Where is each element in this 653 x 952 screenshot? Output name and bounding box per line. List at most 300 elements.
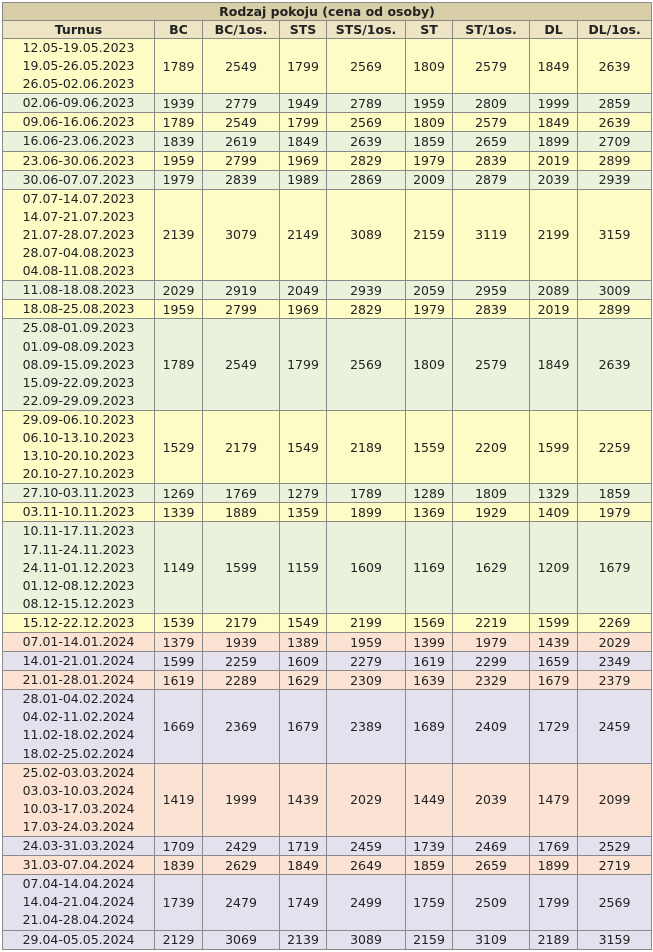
price-sts-1os: 1959	[327, 633, 406, 652]
turnus-cell	[3, 300, 155, 319]
turnus-date: 10.11-17.11.2023	[22, 523, 135, 539]
column-header-row	[3, 21, 652, 39]
turnus-cell	[3, 671, 155, 690]
price-st-1os: 2329	[453, 671, 530, 690]
price-sts-1os: 2649	[327, 856, 406, 875]
turnus-date: 10.03-17.03.2024	[22, 800, 135, 816]
price-bc: 1959	[155, 300, 203, 319]
price-sts: 1719	[280, 837, 327, 856]
price-st-1os: 1629	[453, 522, 530, 613]
price-bc: 2029	[155, 281, 203, 300]
turnus-date: 08.09-15.09.2023	[22, 356, 135, 372]
price-bc-1os: 1939	[203, 633, 280, 652]
price-st-1os: 2579	[453, 113, 530, 132]
turnus-cell	[3, 522, 155, 613]
turnus-cell	[3, 633, 155, 652]
table-row	[3, 613, 652, 632]
price-dl: 1329	[530, 484, 578, 503]
price-dl: 1679	[530, 671, 578, 690]
price-st-1os: 2299	[453, 652, 530, 671]
price-bc: 1839	[155, 856, 203, 875]
turnus-date: 07.07-14.07.2023	[22, 190, 135, 206]
turnus-cell	[3, 410, 155, 483]
turnus-date: 18.02-25.02.2024	[22, 745, 135, 761]
price-sts-1os: 2869	[327, 170, 406, 189]
price-dl: 1899	[530, 132, 578, 151]
price-bc-1os: 2549	[203, 113, 280, 132]
price-sts-1os: 2789	[327, 94, 406, 113]
price-dl: 1729	[530, 690, 578, 763]
price-bc: 1939	[155, 94, 203, 113]
price-dl: 1799	[530, 875, 578, 930]
price-bc: 1379	[155, 633, 203, 652]
price-sts: 1629	[280, 671, 327, 690]
price-sts: 1849	[280, 856, 327, 875]
price-bc-1os: 2549	[203, 319, 280, 410]
price-bc-1os: 2289	[203, 671, 280, 690]
price-dl: 1479	[530, 763, 578, 836]
price-dl-1os: 2099	[578, 763, 652, 836]
price-dl: 2189	[530, 930, 578, 949]
price-sts: 1389	[280, 633, 327, 652]
price-st-1os: 1809	[453, 484, 530, 503]
price-dl: 1599	[530, 613, 578, 632]
table-row	[3, 522, 652, 613]
price-dl-1os: 2639	[578, 319, 652, 410]
turnus-date: 24.03-31.03.2024	[22, 838, 135, 854]
price-sts: 1849	[280, 132, 327, 151]
price-st-1os: 2219	[453, 613, 530, 632]
price-bc-1os: 2799	[203, 300, 280, 319]
turnus-date: 03.11-10.11.2023	[22, 504, 135, 520]
price-sts-1os: 2939	[327, 281, 406, 300]
price-bc: 1339	[155, 503, 203, 522]
col-header-dl: DL	[530, 21, 578, 39]
price-bc-1os: 2799	[203, 151, 280, 170]
turnus-date: 31.03-07.04.2024	[22, 857, 135, 873]
price-dl: 1599	[530, 410, 578, 483]
price-bc: 1979	[155, 170, 203, 189]
price-sts: 1279	[280, 484, 327, 503]
turnus-cell	[3, 613, 155, 632]
price-dl: 1849	[530, 319, 578, 410]
table-row	[3, 856, 652, 875]
price-bc-1os: 1769	[203, 484, 280, 503]
turnus-cell	[3, 652, 155, 671]
turnus-date: 02.06-09.06.2023	[22, 95, 135, 111]
price-dl-1os: 3009	[578, 281, 652, 300]
turnus-date: 13.10-20.10.2023	[22, 448, 135, 464]
price-dl-1os: 2639	[578, 113, 652, 132]
price-dl-1os: 2029	[578, 633, 652, 652]
price-sts-1os: 2029	[327, 763, 406, 836]
price-st-1os: 2959	[453, 281, 530, 300]
price-st-1os: 2409	[453, 690, 530, 763]
price-dl: 1999	[530, 94, 578, 113]
price-sts: 1989	[280, 170, 327, 189]
price-st-1os: 1929	[453, 503, 530, 522]
price-sts-1os: 1609	[327, 522, 406, 613]
table-row	[3, 151, 652, 170]
turnus-cell	[3, 837, 155, 856]
price-dl: 2019	[530, 151, 578, 170]
turnus-date: 14.01-21.01.2024	[22, 653, 135, 669]
price-st: 1369	[406, 503, 453, 522]
price-bc: 1149	[155, 522, 203, 613]
table-row	[3, 39, 652, 94]
turnus-cell	[3, 856, 155, 875]
price-bc: 2139	[155, 189, 203, 280]
price-sts: 2149	[280, 189, 327, 280]
col-header-st-1os: ST/1os.	[453, 21, 530, 39]
col-header-st: ST	[406, 21, 453, 39]
price-sts: 1969	[280, 151, 327, 170]
price-bc-1os: 2179	[203, 613, 280, 632]
turnus-date: 15.09-22.09.2023	[22, 374, 135, 390]
price-st-1os: 2579	[453, 319, 530, 410]
turnus-date: 09.06-16.06.2023	[22, 114, 135, 130]
price-dl: 2039	[530, 170, 578, 189]
table-row	[3, 132, 652, 151]
price-dl-1os: 2459	[578, 690, 652, 763]
price-st: 1689	[406, 690, 453, 763]
price-dl-1os: 1979	[578, 503, 652, 522]
price-dl-1os: 1859	[578, 484, 652, 503]
price-sts-1os: 2199	[327, 613, 406, 632]
table-title: Rodzaj pokoju (cena od osoby)	[3, 3, 652, 21]
price-sts: 1439	[280, 763, 327, 836]
table-row	[3, 671, 652, 690]
turnus-date: 17.11-24.11.2023	[22, 541, 135, 557]
price-sts: 2049	[280, 281, 327, 300]
turnus-date: 20.10-27.10.2023	[22, 466, 135, 482]
turnus-cell	[3, 39, 155, 94]
price-sts-1os: 2569	[327, 39, 406, 94]
price-st-1os: 3119	[453, 189, 530, 280]
price-st: 1979	[406, 300, 453, 319]
price-sts: 2139	[280, 930, 327, 949]
turnus-cell	[3, 132, 155, 151]
turnus-cell	[3, 151, 155, 170]
price-st: 1449	[406, 763, 453, 836]
price-dl-1os: 2569	[578, 875, 652, 930]
turnus-cell	[3, 503, 155, 522]
price-dl-1os: 2899	[578, 300, 652, 319]
turnus-date: 07.04-14.04.2024	[22, 876, 135, 892]
price-st-1os: 2579	[453, 39, 530, 94]
turnus-date: 17.03-24.03.2024	[22, 818, 135, 834]
turnus-date: 15.12-22.12.2023	[22, 614, 135, 630]
price-st: 1169	[406, 522, 453, 613]
price-st-1os: 2809	[453, 94, 530, 113]
table-row	[3, 189, 652, 280]
turnus-date: 06.10-13.10.2023	[22, 429, 135, 445]
table-row	[3, 837, 652, 856]
turnus-cell	[3, 281, 155, 300]
price-dl-1os: 1679	[578, 522, 652, 613]
table-row	[3, 484, 652, 503]
price-bc-1os: 2369	[203, 690, 280, 763]
price-dl-1os: 3159	[578, 189, 652, 280]
price-bc: 1709	[155, 837, 203, 856]
price-dl: 1209	[530, 522, 578, 613]
price-bc-1os: 1599	[203, 522, 280, 613]
price-bc: 1669	[155, 690, 203, 763]
price-bc-1os: 2479	[203, 875, 280, 930]
price-st-1os: 2209	[453, 410, 530, 483]
price-st-1os: 2659	[453, 856, 530, 875]
price-dl: 2019	[530, 300, 578, 319]
price-st-1os: 3109	[453, 930, 530, 949]
table-row	[3, 763, 652, 836]
price-st: 2059	[406, 281, 453, 300]
price-dl-1os: 2899	[578, 151, 652, 170]
turnus-date: 14.04-21.04.2024	[22, 894, 135, 910]
price-st: 1399	[406, 633, 453, 652]
price-sts-1os: 2569	[327, 319, 406, 410]
price-table-body	[3, 39, 652, 950]
price-sts-1os: 2639	[327, 132, 406, 151]
price-dl-1os: 2349	[578, 652, 652, 671]
turnus-cell	[3, 170, 155, 189]
table-row	[3, 633, 652, 652]
turnus-date: 29.09-06.10.2023	[22, 411, 135, 427]
price-dl-1os: 2259	[578, 410, 652, 483]
turnus-date: 19.05-26.05.2023	[22, 58, 135, 74]
turnus-date: 29.04-05.05.2024	[22, 931, 135, 947]
turnus-date: 30.06-07.07.2023	[22, 171, 135, 187]
turnus-cell	[3, 763, 155, 836]
turnus-date: 28.07-04.08.2023	[22, 245, 135, 261]
turnus-cell	[3, 690, 155, 763]
price-bc-1os: 2839	[203, 170, 280, 189]
price-st-1os: 2469	[453, 837, 530, 856]
price-sts-1os: 2829	[327, 151, 406, 170]
price-sts: 1609	[280, 652, 327, 671]
price-st: 1809	[406, 319, 453, 410]
price-bc: 1269	[155, 484, 203, 503]
turnus-date: 11.08-18.08.2023	[22, 282, 135, 298]
price-st: 1959	[406, 94, 453, 113]
price-st: 1979	[406, 151, 453, 170]
price-sts-1os: 2829	[327, 300, 406, 319]
price-sts: 1799	[280, 113, 327, 132]
col-header-bc: BC	[155, 21, 203, 39]
price-st: 1809	[406, 113, 453, 132]
price-sts: 1949	[280, 94, 327, 113]
price-st: 1569	[406, 613, 453, 632]
price-sts: 1799	[280, 39, 327, 94]
col-header-sts: STS	[280, 21, 327, 39]
price-bc: 1789	[155, 319, 203, 410]
price-sts-1os: 2499	[327, 875, 406, 930]
table-row	[3, 690, 652, 763]
price-st: 1739	[406, 837, 453, 856]
price-dl-1os: 2269	[578, 613, 652, 632]
title-row	[3, 3, 652, 21]
price-sts: 1799	[280, 319, 327, 410]
price-bc-1os: 2779	[203, 94, 280, 113]
price-bc-1os: 2629	[203, 856, 280, 875]
price-bc: 1539	[155, 613, 203, 632]
turnus-date: 07.01-14.01.2024	[22, 634, 135, 649]
turnus-date: 21.07-28.07.2023	[22, 226, 135, 242]
turnus-cell	[3, 113, 155, 132]
price-bc: 1739	[155, 875, 203, 930]
table-row	[3, 281, 652, 300]
turnus-date: 12.05-19.05.2023	[22, 40, 135, 55]
turnus-cell	[3, 319, 155, 410]
turnus-date: 22.09-29.09.2023	[22, 392, 135, 408]
price-bc-1os: 2919	[203, 281, 280, 300]
turnus-date: 03.03-10.03.2024	[22, 782, 135, 798]
price-bc: 1529	[155, 410, 203, 483]
turnus-date: 11.02-18.02.2024	[22, 727, 135, 743]
price-st: 1809	[406, 39, 453, 94]
price-st: 2009	[406, 170, 453, 189]
price-bc-1os: 3069	[203, 930, 280, 949]
price-dl: 1439	[530, 633, 578, 652]
table-row	[3, 113, 652, 132]
price-dl: 2089	[530, 281, 578, 300]
price-st: 2159	[406, 930, 453, 949]
price-sts-1os: 2569	[327, 113, 406, 132]
table-row	[3, 319, 652, 410]
turnus-date: 01.09-08.09.2023	[22, 338, 135, 354]
price-sts-1os: 2459	[327, 837, 406, 856]
turnus-date: 18.08-25.08.2023	[22, 301, 135, 317]
turnus-cell	[3, 484, 155, 503]
table-row	[3, 875, 652, 930]
price-dl-1os: 2859	[578, 94, 652, 113]
price-bc-1os: 3079	[203, 189, 280, 280]
turnus-date: 04.08-11.08.2023	[22, 263, 135, 279]
price-sts-1os: 2189	[327, 410, 406, 483]
price-sts-1os: 3089	[327, 189, 406, 280]
price-sts-1os: 2309	[327, 671, 406, 690]
turnus-date: 25.02-03.03.2024	[22, 764, 135, 780]
table-row	[3, 503, 652, 522]
table-row	[3, 300, 652, 319]
table-row	[3, 410, 652, 483]
price-sts: 1549	[280, 613, 327, 632]
turnus-cell	[3, 94, 155, 113]
col-header-dl-1os: DL/1os.	[578, 21, 652, 39]
price-sts: 1359	[280, 503, 327, 522]
price-sts-1os: 1899	[327, 503, 406, 522]
price-bc: 2129	[155, 930, 203, 949]
turnus-date: 28.01-04.02.2024	[22, 691, 135, 707]
turnus-date: 14.07-21.07.2023	[22, 208, 135, 224]
turnus-date: 16.06-23.06.2023	[22, 133, 135, 149]
price-bc: 1959	[155, 151, 203, 170]
price-bc-1os: 2259	[203, 652, 280, 671]
price-bc-1os: 1889	[203, 503, 280, 522]
price-sts-1os: 2389	[327, 690, 406, 763]
turnus-cell	[3, 930, 155, 949]
turnus-date: 21.04-28.04.2024	[22, 912, 135, 928]
col-header-bc-1os: BC/1os.	[203, 21, 280, 39]
turnus-date: 21.01-28.01.2024	[22, 672, 135, 688]
price-st: 1859	[406, 856, 453, 875]
price-st-1os: 2839	[453, 151, 530, 170]
price-dl-1os: 2639	[578, 39, 652, 94]
price-st: 1859	[406, 132, 453, 151]
price-table	[2, 2, 652, 950]
price-dl: 1409	[530, 503, 578, 522]
turnus-date: 23.06-30.06.2023	[22, 152, 135, 168]
price-st: 1759	[406, 875, 453, 930]
table-row	[3, 930, 652, 949]
price-bc: 1789	[155, 113, 203, 132]
price-sts: 1159	[280, 522, 327, 613]
price-dl: 1899	[530, 856, 578, 875]
price-sts-1os: 2279	[327, 652, 406, 671]
turnus-cell	[3, 875, 155, 930]
price-dl: 2199	[530, 189, 578, 280]
price-dl-1os: 2529	[578, 837, 652, 856]
price-dl: 1849	[530, 113, 578, 132]
price-dl: 1659	[530, 652, 578, 671]
table-row	[3, 170, 652, 189]
price-sts: 1549	[280, 410, 327, 483]
price-bc-1os: 2619	[203, 132, 280, 151]
price-dl-1os: 2379	[578, 671, 652, 690]
price-sts-1os: 3089	[327, 930, 406, 949]
turnus-date: 26.05-02.06.2023	[22, 76, 135, 92]
price-bc-1os: 2549	[203, 39, 280, 94]
price-dl-1os: 2709	[578, 132, 652, 151]
turnus-date: 01.12-08.12.2023	[22, 577, 135, 593]
table-row	[3, 94, 652, 113]
turnus-date: 08.12-15.12.2023	[22, 595, 135, 611]
price-bc: 1839	[155, 132, 203, 151]
price-dl-1os: 3159	[578, 930, 652, 949]
price-st-1os: 2879	[453, 170, 530, 189]
price-dl: 1769	[530, 837, 578, 856]
price-sts: 1749	[280, 875, 327, 930]
price-bc: 1789	[155, 39, 203, 94]
price-dl-1os: 2719	[578, 856, 652, 875]
price-sts: 1969	[280, 300, 327, 319]
price-bc-1os: 2179	[203, 410, 280, 483]
price-dl-1os: 2939	[578, 170, 652, 189]
turnus-date: 24.11-01.12.2023	[22, 559, 135, 575]
price-st-1os: 2509	[453, 875, 530, 930]
turnus-date: 25.08-01.09.2023	[22, 320, 135, 336]
turnus-date: 27.10-03.11.2023	[22, 485, 135, 501]
table-row	[3, 652, 652, 671]
turnus-cell	[3, 189, 155, 280]
price-st: 1619	[406, 652, 453, 671]
price-st: 1639	[406, 671, 453, 690]
price-bc: 1419	[155, 763, 203, 836]
price-bc-1os: 1999	[203, 763, 280, 836]
col-header-sts-1os: STS/1os.	[327, 21, 406, 39]
price-st-1os: 1979	[453, 633, 530, 652]
price-st: 1559	[406, 410, 453, 483]
price-st-1os: 2659	[453, 132, 530, 151]
price-st: 2159	[406, 189, 453, 280]
col-header-turnus: Turnus	[3, 21, 155, 39]
price-bc: 1619	[155, 671, 203, 690]
turnus-date: 04.02-11.02.2024	[22, 709, 135, 725]
price-st-1os: 2039	[453, 763, 530, 836]
price-st-1os: 2839	[453, 300, 530, 319]
price-sts: 1679	[280, 690, 327, 763]
price-st: 1289	[406, 484, 453, 503]
price-bc: 1599	[155, 652, 203, 671]
